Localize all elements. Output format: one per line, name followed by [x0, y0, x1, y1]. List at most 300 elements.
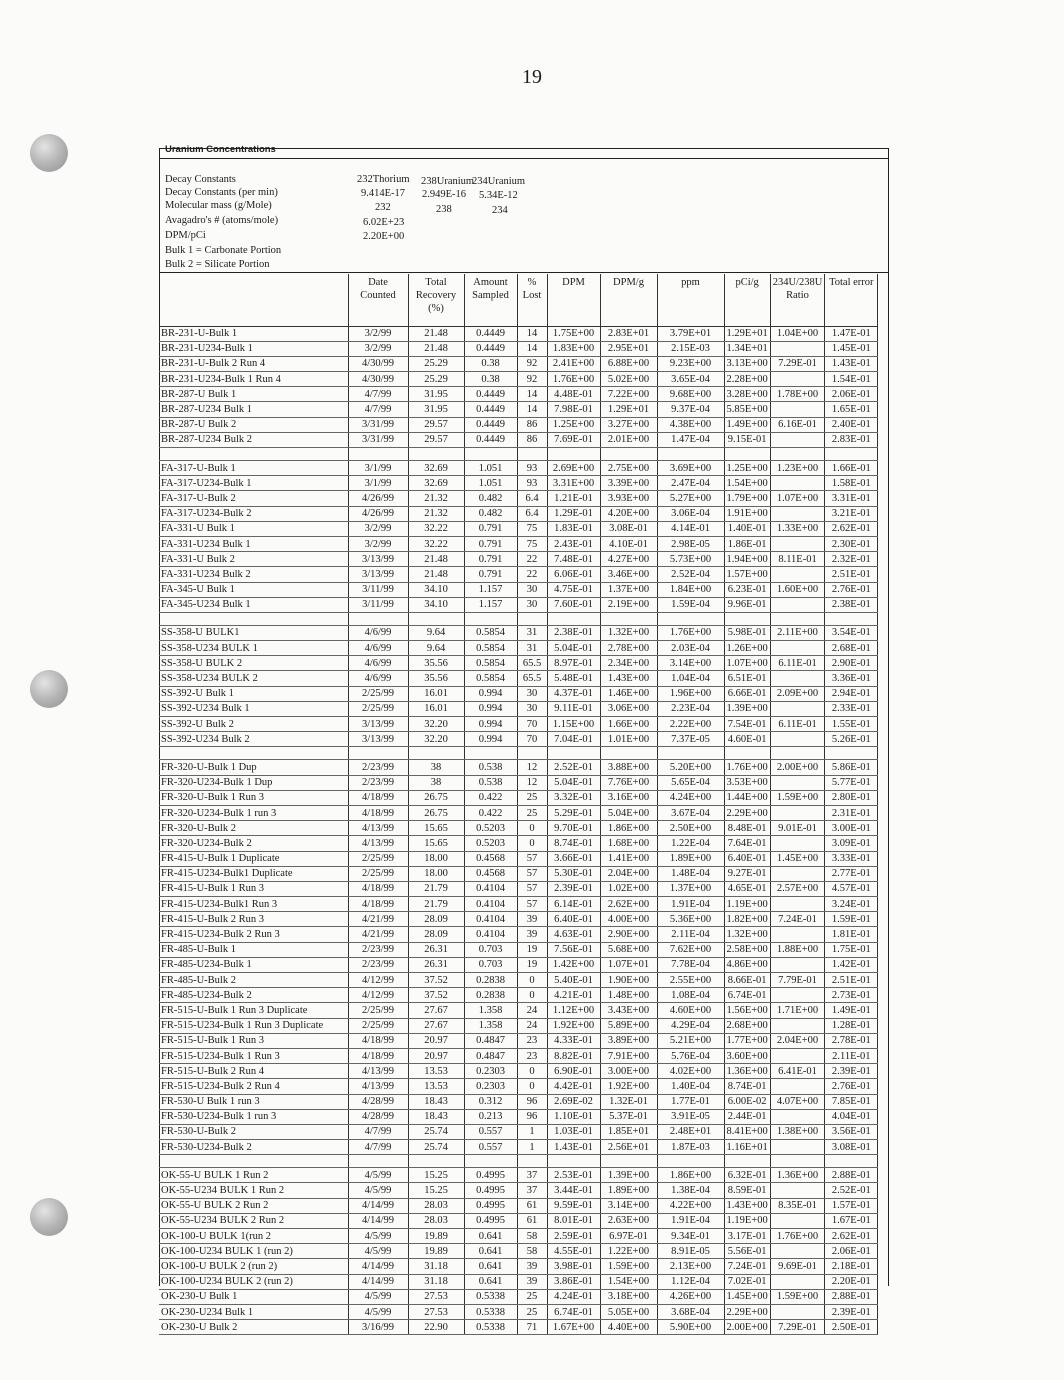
sample-name-cell: FA-317-U-Bulk 1 [159, 461, 348, 476]
date-counted-cell: 4/28/99 [348, 1109, 408, 1124]
table-row [159, 387, 878, 402]
pci-per-g-cell: 1.39E+00 [724, 701, 770, 716]
dpm-cell: 1.43E-01 [547, 1140, 600, 1155]
dpm-cell: 2.53E-01 [547, 1168, 600, 1183]
total-error-cell: 2.39E-01 [825, 1304, 878, 1319]
dpm-per-g-cell: 4.10E-01 [600, 536, 657, 551]
sample-name-cell: BR-231-U-Bulk 1 [159, 326, 348, 341]
percent-lost-cell: 23 [517, 1033, 547, 1048]
dpm-per-g-cell: 2.56E+01 [600, 1140, 657, 1155]
percent-lost-cell: 57 [517, 881, 547, 896]
sample-name-cell: FR-320-U-Bulk 2 [159, 821, 348, 836]
percent-lost-cell: 57 [517, 851, 547, 866]
u234-u238-ratio-cell [770, 671, 825, 686]
sample-name-cell: SS-392-U Bulk 1 [159, 686, 348, 701]
table-row [159, 1109, 878, 1124]
total-error-cell: 4.04E-01 [825, 1109, 878, 1124]
u234-u238-ratio-cell: 4.07E+00 [770, 1094, 825, 1109]
u234-u238-ratio-cell: 7.24E-01 [770, 912, 825, 927]
sample-name-cell: OK-55-U BULK 2 Run 2 [159, 1198, 348, 1213]
pci-per-g-cell: 1.29E+01 [724, 326, 770, 341]
dpm-per-g-cell: 1.43E+00 [600, 671, 657, 686]
empty-cell [825, 612, 878, 625]
ppm-cell: 5.20E+00 [657, 760, 724, 775]
date-counted-cell: 2/23/99 [348, 775, 408, 790]
total-recovery-cell: 16.01 [408, 686, 464, 701]
ppm-cell: 7.78E-04 [657, 957, 724, 972]
ppm-cell: 5.65E-04 [657, 775, 724, 790]
pci-per-g-cell: 1.19E+00 [724, 1213, 770, 1228]
dpm-per-g-cell: 1.32E+00 [600, 625, 657, 640]
dpm-cell: 9.11E-01 [547, 701, 600, 716]
pci-per-g-cell: 5.85E+00 [724, 402, 770, 417]
u234-u238-ratio-cell [770, 1183, 825, 1198]
ppm-cell: 3.68E-04 [657, 1304, 724, 1319]
table-row [159, 732, 878, 747]
date-counted-cell: 2/25/99 [348, 686, 408, 701]
empty-cell [547, 747, 600, 760]
empty-cell [600, 1155, 657, 1168]
ppm-cell: 1.04E-04 [657, 671, 724, 686]
table-row [159, 582, 878, 597]
group-separator-row [159, 747, 878, 760]
ppm-cell: 2.13E+00 [657, 1259, 724, 1274]
table-row [159, 1094, 878, 1109]
constants-label: Bulk 2 = Silicate Portion [165, 259, 270, 270]
pci-per-g-cell: 1.25E+00 [724, 461, 770, 476]
percent-lost-cell: 57 [517, 866, 547, 881]
percent-lost-cell: 0 [517, 1079, 547, 1094]
table-row [159, 912, 878, 927]
empty-cell [408, 1155, 464, 1168]
total-error-cell: 3.08E-01 [825, 1140, 878, 1155]
amount-sampled-cell: 0.2303 [464, 1079, 517, 1094]
total-recovery-cell: 28.09 [408, 927, 464, 942]
total-recovery-cell: 32.22 [408, 521, 464, 536]
table-header-row [159, 274, 878, 326]
total-error-cell: 1.43E-01 [825, 356, 878, 371]
u234-u238-ratio-cell [770, 341, 825, 356]
total-recovery-cell: 26.31 [408, 957, 464, 972]
percent-lost-cell: 96 [517, 1094, 547, 1109]
dpm-cell: 4.63E-01 [547, 927, 600, 942]
total-error-cell: 2.06E-01 [825, 387, 878, 402]
pci-per-g-cell: 2.29E+00 [724, 1304, 770, 1319]
dpm-per-g-cell: 2.90E+00 [600, 927, 657, 942]
amount-sampled-cell: 1.051 [464, 461, 517, 476]
dpm-cell: 2.41E+00 [547, 356, 600, 371]
u234-u238-ratio-cell [770, 1304, 825, 1319]
ppm-cell: 3.06E-04 [657, 506, 724, 521]
amount-sampled-cell: 0.4995 [464, 1198, 517, 1213]
ppm-cell: 9.37E-04 [657, 402, 724, 417]
total-error-cell: 2.78E-01 [825, 1033, 878, 1048]
u234-u238-ratio-cell [770, 567, 825, 582]
ppm-cell: 1.12E-04 [657, 1274, 724, 1289]
percent-lost-cell: 30 [517, 582, 547, 597]
percent-lost-cell: 25 [517, 1304, 547, 1319]
empty-cell [770, 747, 825, 760]
u234-u238-ratio-cell [770, 432, 825, 447]
table-row [159, 552, 878, 567]
u234-u238-ratio-cell: 1.04E+00 [770, 326, 825, 341]
dpm-per-g-cell: 1.54E+00 [600, 1274, 657, 1289]
dpm-per-g-cell: 1.29E+01 [600, 402, 657, 417]
sample-name-cell: BR-287-U Bulk 2 [159, 417, 348, 432]
u234-u238-ratio-cell: 1.60E+00 [770, 582, 825, 597]
pci-per-g-cell: 1.32E+00 [724, 927, 770, 942]
percent-lost-cell: 71 [517, 1320, 547, 1335]
dpm-cell: 3.32E-01 [547, 790, 600, 805]
ppm-cell: 2.52E-04 [657, 567, 724, 582]
date-counted-cell: 4/14/99 [348, 1213, 408, 1228]
percent-lost-cell: 1 [517, 1124, 547, 1139]
dpm-cell: 2.59E-01 [547, 1229, 600, 1244]
ppm-cell: 1.84E+00 [657, 582, 724, 597]
dpm-per-g-cell: 1.86E+00 [600, 821, 657, 836]
total-error-cell: 1.28E-01 [825, 1018, 878, 1033]
u234-u238-ratio-cell: 8.11E-01 [770, 552, 825, 567]
amount-sampled-cell: 0.2838 [464, 973, 517, 988]
empty-cell [657, 448, 724, 461]
total-error-cell: 2.40E-01 [825, 417, 878, 432]
u234-u238-ratio-cell: 7.29E-01 [770, 356, 825, 371]
u234-u238-ratio-cell [770, 1274, 825, 1289]
total-error-cell: 1.58E-01 [825, 476, 878, 491]
ppm-cell: 4.26E+00 [657, 1289, 724, 1304]
total-error-cell: 7.85E-01 [825, 1094, 878, 1109]
sample-name-cell: OK-55-U BULK 1 Run 2 [159, 1168, 348, 1183]
amount-sampled-cell: 0.4449 [464, 402, 517, 417]
col-header-dpm: DPM [547, 274, 600, 326]
ppm-cell: 1.08E-04 [657, 988, 724, 1003]
dpm-per-g-cell: 5.89E+00 [600, 1018, 657, 1033]
date-counted-cell: 4/6/99 [348, 641, 408, 656]
percent-lost-cell: 24 [517, 1018, 547, 1033]
table-row [159, 326, 878, 341]
u234-u238-ratio-cell: 8.35E-01 [770, 1198, 825, 1213]
sample-name-cell: FR-515-U234-Bulk 2 Run 4 [159, 1079, 348, 1094]
amount-sampled-cell: 0.557 [464, 1124, 517, 1139]
date-counted-cell: 3/1/99 [348, 476, 408, 491]
total-error-cell: 1.45E-01 [825, 341, 878, 356]
u234-u238-ratio-cell: 2.04E+00 [770, 1033, 825, 1048]
sample-name-cell: OK-100-U BULK 2 (run 2) [159, 1259, 348, 1274]
ppm-cell: 1.89E+00 [657, 851, 724, 866]
dpm-per-g-cell: 3.08E-01 [600, 521, 657, 536]
dpm-cell: 9.59E-01 [547, 1198, 600, 1213]
percent-lost-cell: 30 [517, 686, 547, 701]
total-error-cell: 2.50E-01 [825, 1320, 878, 1335]
ppm-cell: 8.91E-05 [657, 1244, 724, 1259]
pci-per-g-cell: 3.28E+00 [724, 387, 770, 402]
amount-sampled-cell: 0.4847 [464, 1048, 517, 1063]
total-recovery-cell: 16.01 [408, 701, 464, 716]
table-row [159, 1183, 878, 1198]
table-body [159, 326, 878, 1335]
dpm-per-g-cell: 3.06E+00 [600, 701, 657, 716]
pci-per-g-cell: 7.02E-01 [724, 1274, 770, 1289]
empty-cell [825, 448, 878, 461]
ppm-cell: 1.76E+00 [657, 625, 724, 640]
dpm-cell: 5.48E-01 [547, 671, 600, 686]
pci-per-g-cell: 1.19E+00 [724, 897, 770, 912]
percent-lost-cell: 92 [517, 372, 547, 387]
total-error-cell: 1.67E-01 [825, 1213, 878, 1228]
percent-lost-cell: 23 [517, 1048, 547, 1063]
date-counted-cell: 4/18/99 [348, 805, 408, 820]
percent-lost-cell: 0 [517, 973, 547, 988]
dpm-per-g-cell: 3.00E+00 [600, 1064, 657, 1079]
table-row [159, 973, 878, 988]
amount-sampled-cell: 0.4104 [464, 897, 517, 912]
total-recovery-cell: 18.00 [408, 866, 464, 881]
amount-sampled-cell: 0.557 [464, 1140, 517, 1155]
u234-u238-ratio-cell [770, 732, 825, 747]
total-error-cell: 3.09E-01 [825, 836, 878, 851]
date-counted-cell: 4/7/99 [348, 402, 408, 417]
dpm-cell: 1.12E+00 [547, 1003, 600, 1018]
dpm-per-g-cell: 1.01E+00 [600, 732, 657, 747]
total-error-cell: 2.31E-01 [825, 805, 878, 820]
total-error-cell: 1.65E-01 [825, 402, 878, 417]
ppm-cell: 1.47E-04 [657, 432, 724, 447]
pci-per-g-cell: 3.17E-01 [724, 1229, 770, 1244]
table-row [159, 760, 878, 775]
empty-cell [517, 448, 547, 461]
total-recovery-cell: 31.18 [408, 1259, 464, 1274]
total-error-cell: 2.62E-01 [825, 1229, 878, 1244]
ppm-cell: 9.23E+00 [657, 356, 724, 371]
percent-lost-cell: 75 [517, 536, 547, 551]
isotope-header: 234Uranium [472, 176, 526, 187]
u234-u238-ratio-cell: 6.11E-01 [770, 717, 825, 732]
pci-per-g-cell: 6.66E-01 [724, 686, 770, 701]
date-counted-cell: 4/5/99 [348, 1244, 408, 1259]
pci-per-g-cell: 1.86E-01 [724, 536, 770, 551]
pci-per-g-cell: 2.28E+00 [724, 372, 770, 387]
col-header-date: Date Counted [348, 274, 408, 326]
dpm-per-g-cell: 2.63E+00 [600, 1213, 657, 1228]
percent-lost-cell: 92 [517, 356, 547, 371]
empty-cell [547, 1155, 600, 1168]
ppm-cell: 7.37E-05 [657, 732, 724, 747]
percent-lost-cell: 14 [517, 387, 547, 402]
table-row [159, 671, 878, 686]
pci-per-g-cell: 8.41E+00 [724, 1124, 770, 1139]
table-row [159, 851, 878, 866]
dpm-cell: 4.75E-01 [547, 582, 600, 597]
pci-per-g-cell: 1.76E+00 [724, 760, 770, 775]
date-counted-cell: 4/12/99 [348, 973, 408, 988]
total-recovery-cell: 37.52 [408, 973, 464, 988]
dpm-cell: 3.98E-01 [547, 1259, 600, 1274]
percent-lost-cell: 0 [517, 821, 547, 836]
dpm-cell: 6.90E-01 [547, 1064, 600, 1079]
amount-sampled-cell: 0.538 [464, 760, 517, 775]
date-counted-cell: 3/13/99 [348, 552, 408, 567]
total-recovery-cell: 25.29 [408, 356, 464, 371]
u234-u238-ratio-cell [770, 1109, 825, 1124]
table-row [159, 402, 878, 417]
table-row [159, 775, 878, 790]
table-row [159, 461, 878, 476]
total-recovery-cell: 29.57 [408, 417, 464, 432]
pci-per-g-cell: 1.45E+00 [724, 1289, 770, 1304]
u234-u238-ratio-cell [770, 1018, 825, 1033]
empty-cell [348, 448, 408, 461]
total-recovery-cell: 27.67 [408, 1003, 464, 1018]
dpm-per-g-cell: 1.66E+00 [600, 717, 657, 732]
punch-hole-top [30, 134, 68, 172]
total-error-cell: 5.77E-01 [825, 775, 878, 790]
ppm-cell: 4.02E+00 [657, 1064, 724, 1079]
date-counted-cell: 3/2/99 [348, 326, 408, 341]
dpm-cell: 5.29E-01 [547, 805, 600, 820]
total-error-cell: 1.55E-01 [825, 717, 878, 732]
total-error-cell: 2.77E-01 [825, 866, 878, 881]
table-row [159, 1320, 878, 1335]
dpm-cell: 1.76E+00 [547, 372, 600, 387]
date-counted-cell: 4/14/99 [348, 1274, 408, 1289]
ppm-cell: 2.48E+01 [657, 1124, 724, 1139]
date-counted-cell: 2/25/99 [348, 866, 408, 881]
pci-per-g-cell: 6.51E-01 [724, 671, 770, 686]
date-counted-cell: 4/5/99 [348, 1304, 408, 1319]
total-recovery-cell: 26.75 [408, 790, 464, 805]
sheet-title: Uranium Concentrations [165, 144, 276, 155]
u234-u238-ratio-cell [770, 641, 825, 656]
table-row [159, 432, 878, 447]
dpm-per-g-cell: 3.14E+00 [600, 1198, 657, 1213]
percent-lost-cell: 0 [517, 988, 547, 1003]
empty-cell [724, 1155, 770, 1168]
empty-cell [724, 448, 770, 461]
dpm-per-g-cell: 5.04E+00 [600, 805, 657, 820]
u234-u238-ratio-cell [770, 957, 825, 972]
total-recovery-cell: 18.43 [408, 1094, 464, 1109]
percent-lost-cell: 1 [517, 1140, 547, 1155]
pci-per-g-cell: 1.26E+00 [724, 641, 770, 656]
pci-per-g-cell: 6.23E-01 [724, 582, 770, 597]
total-error-cell: 2.30E-01 [825, 536, 878, 551]
decay-value: 5.34E-12 [479, 190, 518, 201]
amount-sampled-cell: 0.312 [464, 1094, 517, 1109]
percent-lost-cell: 61 [517, 1198, 547, 1213]
total-error-cell: 2.38E-01 [825, 597, 878, 612]
total-error-cell: 3.31E-01 [825, 491, 878, 506]
mass-value: 234 [492, 205, 508, 216]
u234-u238-ratio-cell [770, 1213, 825, 1228]
u234-u238-ratio-cell [770, 701, 825, 716]
dpm-per-g-cell: 2.75E+00 [600, 461, 657, 476]
empty-cell [724, 612, 770, 625]
table-row [159, 1003, 878, 1018]
total-recovery-cell: 21.79 [408, 881, 464, 896]
sample-name-cell: BR-287-U234 Bulk 2 [159, 432, 348, 447]
date-counted-cell: 4/26/99 [348, 491, 408, 506]
total-error-cell: 2.62E-01 [825, 521, 878, 536]
u234-u238-ratio-cell: 6.16E-01 [770, 417, 825, 432]
dpm-per-g-cell: 2.01E+00 [600, 432, 657, 447]
u234-u238-ratio-cell: 1.76E+00 [770, 1229, 825, 1244]
ppm-cell: 2.15E-03 [657, 341, 724, 356]
date-counted-cell: 4/18/99 [348, 881, 408, 896]
pci-per-g-cell: 1.49E+00 [724, 417, 770, 432]
u234-u238-ratio-cell [770, 1048, 825, 1063]
dpm-per-g-cell: 2.62E+00 [600, 897, 657, 912]
total-recovery-cell: 19.89 [408, 1244, 464, 1259]
ppm-cell: 5.21E+00 [657, 1033, 724, 1048]
pci-per-g-cell: 1.40E-01 [724, 521, 770, 536]
total-recovery-cell: 28.03 [408, 1198, 464, 1213]
u234-u238-ratio-cell: 1.78E+00 [770, 387, 825, 402]
empty-cell [464, 612, 517, 625]
total-recovery-cell: 28.03 [408, 1213, 464, 1228]
empty-cell [825, 747, 878, 760]
date-counted-cell: 3/31/99 [348, 432, 408, 447]
amount-sampled-cell: 1.157 [464, 582, 517, 597]
sample-name-cell: FA-345-U234 Bulk 1 [159, 597, 348, 612]
percent-lost-cell: 30 [517, 701, 547, 716]
u234-u238-ratio-cell [770, 866, 825, 881]
ppm-cell: 4.60E+00 [657, 1003, 724, 1018]
ppm-cell: 2.50E+00 [657, 821, 724, 836]
dpm-per-g-cell: 1.92E+00 [600, 1079, 657, 1094]
u234-u238-ratio-cell: 2.57E+00 [770, 881, 825, 896]
dpm-cell: 7.69E-01 [547, 432, 600, 447]
date-counted-cell: 3/13/99 [348, 567, 408, 582]
col-header-recovery: Total Recovery (%) [408, 274, 464, 326]
total-recovery-cell: 21.48 [408, 326, 464, 341]
dpm-per-g-cell: 3.93E+00 [600, 491, 657, 506]
dpm-per-g-cell: 1.85E+01 [600, 1124, 657, 1139]
amount-sampled-cell: 0.4568 [464, 851, 517, 866]
table-row [159, 701, 878, 716]
empty-cell [600, 747, 657, 760]
col-header-amount: Amount Sampled [464, 274, 517, 326]
total-error-cell: 2.51E-01 [825, 567, 878, 582]
date-counted-cell: 4/14/99 [348, 1198, 408, 1213]
amount-sampled-cell: 0.791 [464, 521, 517, 536]
ppm-cell: 3.65E-04 [657, 372, 724, 387]
amount-sampled-cell: 0.4995 [464, 1168, 517, 1183]
dpm-per-g-cell: 4.00E+00 [600, 912, 657, 927]
sample-name-cell: FR-530-U234-Bulk 2 [159, 1140, 348, 1155]
table-row [159, 1140, 878, 1155]
dpm-cell: 7.48E-01 [547, 552, 600, 567]
date-counted-cell: 4/21/99 [348, 912, 408, 927]
total-error-cell: 5.86E-01 [825, 760, 878, 775]
total-recovery-cell: 32.20 [408, 732, 464, 747]
table-row [159, 1079, 878, 1094]
total-recovery-cell: 31.95 [408, 402, 464, 417]
pci-per-g-cell: 1.54E+00 [724, 476, 770, 491]
decay-value: 2.949E-16 [422, 189, 467, 200]
total-recovery-cell: 15.65 [408, 836, 464, 851]
date-counted-cell: 3/13/99 [348, 717, 408, 732]
total-recovery-cell: 18.00 [408, 851, 464, 866]
total-recovery-cell: 32.69 [408, 476, 464, 491]
pci-per-g-cell: 1.57E+00 [724, 567, 770, 582]
date-counted-cell: 4/5/99 [348, 1229, 408, 1244]
percent-lost-cell: 25 [517, 1289, 547, 1304]
ppm-cell: 2.47E-04 [657, 476, 724, 491]
total-recovery-cell: 38 [408, 775, 464, 790]
total-error-cell: 1.49E-01 [825, 1003, 878, 1018]
sample-name-cell: BR-231-U-Bulk 2 Run 4 [159, 356, 348, 371]
u234-u238-ratio-cell [770, 836, 825, 851]
